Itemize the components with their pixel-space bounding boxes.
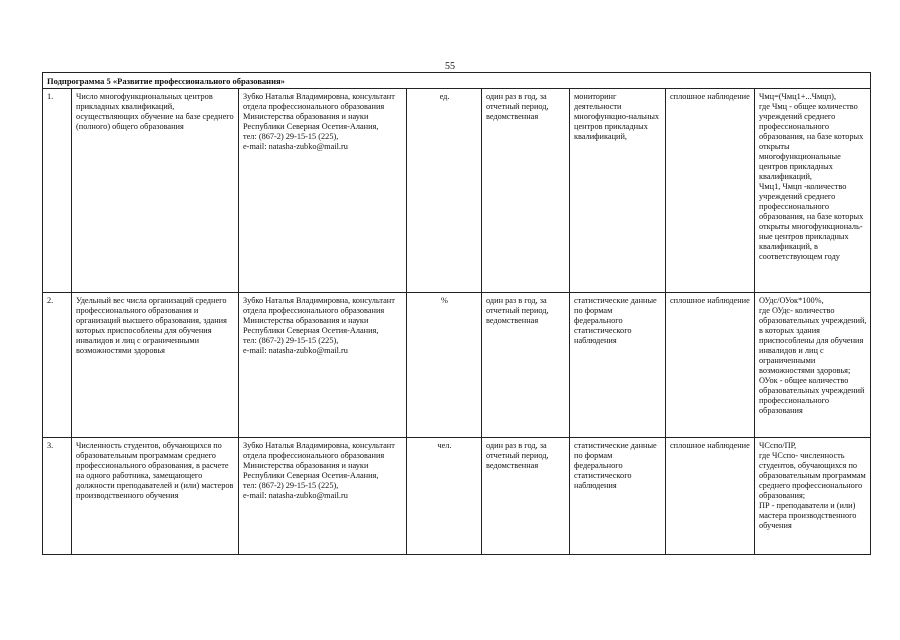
row-number: 3.: [43, 438, 72, 555]
indicators-table: [42, 72, 871, 555]
responsible-person: Зубко Наталья Владимировна, консультант отдела профессионального образования Министерства образования и науки Республики Северная Осетия-Алания, тел: (867-2) 29-15-15 (225), e-mail: natasha-zubko@mail.ru: [239, 293, 407, 438]
row-number: 1.: [43, 89, 72, 293]
unit-of-measure: %: [407, 293, 482, 438]
table-row: [43, 89, 871, 293]
indicator-name: Число многофункциональных центров прикладных квалификаций, осуществляющих обучение на базе среднего (полного) общего образования: [72, 89, 239, 293]
data-source: мониторинг деятельности многофункцио-нальных центров прикладных квалификаций,: [570, 89, 666, 293]
calculation-formula: Чмц=(Чмц1+...Чмцп), где Чмц - общее количество учреждений среднего профессионального образования, на базе которых открыты многофункциональные центров прикладных квалификаций, Чмц1, Чмцп -количество учреждений среднего профессионального образования, на базе которых открыты многофункциональ-ные центров прикладных квалификаций, в соответствующем году: [755, 89, 871, 293]
table-row: [43, 293, 871, 438]
page-number: 55: [445, 61, 455, 72]
responsible-person: Зубко Наталья Владимировна, консультант отдела профессионального образования Министерства образования и науки Республики Северная Осетия-Алания, тел: (867-2) 29-15-15 (225), e-mail: natasha-zubko@mail.ru: [239, 438, 407, 555]
row-number: 2.: [43, 293, 72, 438]
subprogram-title: Подпрограмма 5 «Развитие профессионального образования»: [43, 73, 871, 89]
observation-method: сплошное наблюдение: [666, 438, 755, 555]
frequency: один раз в год, за отчетный период, ведомственная: [482, 293, 570, 438]
frequency: один раз в год, за отчетный период, ведомственная: [482, 438, 570, 555]
unit-of-measure: ед.: [407, 89, 482, 293]
calculation-formula: ЧСспо/ПР, где ЧСспо- численность студентов, обучающихся по образовательным программам среднего профессионального образования; ПР - преподаватели и (или) мастера производственного обучения: [755, 438, 871, 555]
subprogram-header-row: [43, 73, 871, 89]
data-source: статистические данные по формам федерального статистического наблюдения: [570, 438, 666, 555]
table-row: [43, 438, 871, 555]
responsible-person: Зубко Наталья Владимировна, консультант отдела профессионального образования Министерства образования и науки Республики Северная Осетия-Алания, тел: (867-2) 29-15-15 (225), e-mail: natasha-zubko@mail.ru: [239, 89, 407, 293]
observation-method: сплошное наблюдение: [666, 293, 755, 438]
unit-of-measure: чел.: [407, 438, 482, 555]
indicator-name: Удельный вес числа организаций среднего профессионального образования и организаций высшего образования, здания которых приспособлены для обучения инвалидов и лиц с ограниченными возможностями здоровья: [72, 293, 239, 438]
data-source: статистические данные по формам федерального статистического наблюдения: [570, 293, 666, 438]
indicator-name: Численность студентов, обучающихся по образовательным программам среднего профессионального образования, в расчете на одного работника, замещающего должности преподавателей и (или) мастеров производственного обучения: [72, 438, 239, 555]
calculation-formula: ОУдс/ОУок*100%, где ОУдс- количество образовательных учреждений, в которых здания приспособлены для обучения инвалидов и лиц с ограниченными возможностями здоровья; ОУок - общее количество образовательных учреждений профессионального образования: [755, 293, 871, 438]
frequency: один раз в год, за отчетный период, ведомственная: [482, 89, 570, 293]
observation-method: сплошное наблюдение: [666, 89, 755, 293]
